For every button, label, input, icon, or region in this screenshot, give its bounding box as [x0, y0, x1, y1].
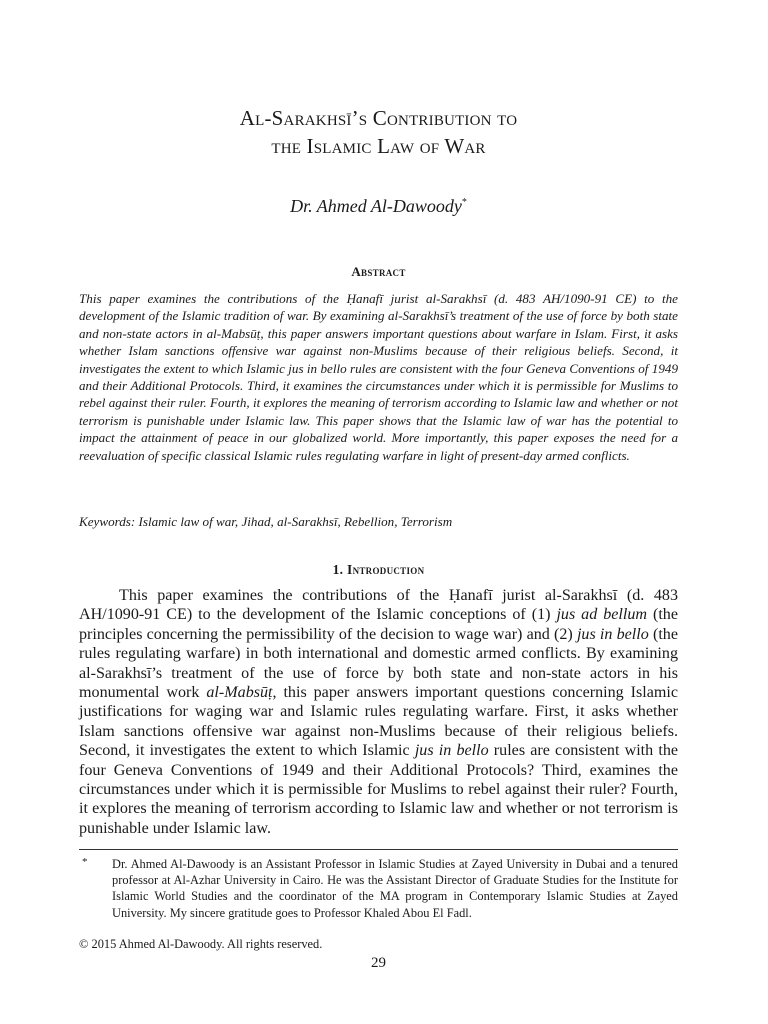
author-name-text: Dr. Ahmed Al-Dawoody	[290, 196, 462, 216]
author-name	[79, 196, 678, 217]
intro-text-1: This paper examines the contributions of the Ḥanafī jurist al-Sarakhsī (d. 483 AH/1090-91 CE) to the development of the Islamic conceptions of (1)	[79, 587, 678, 624]
intro-term-jus-in-bello-2: jus in bello	[414, 742, 489, 760]
section-heading-introduction: 1. Introduction	[332, 562, 425, 577]
footnote-text: Dr. Ahmed Al-Dawoody is an Assistant Professor in Islamic Studies at Zayed University in Dubai and a tenured professor at Al-Azhar University in Cairo. He was the Assistant Director of Graduate Studies for the Institute for Islamic World Studies and the coordinator of the MA program in Contemporary Islamic Studies at Zayed University. My sincere gratitude goes to Professor Khaled Abou El Fadl.	[112, 857, 678, 920]
footnote	[79, 856, 678, 921]
abstract-heading: Abstract	[351, 264, 406, 279]
author-footnote-mark: *	[461, 197, 467, 208]
keywords: Keywords: Islamic law of war, Jihad, al-Sarakhsī, Rebellion, Terrorism	[79, 514, 453, 529]
intro-text-3: (the rules regulating warfare) in both international and domestic armed conflicts. By examining al-Sarakhsī’s treatment of the use of force by both state and non-state actors in his monumental work	[79, 625, 678, 702]
abstract-text: This paper examines the contributions of the Ḥanafī jurist al-Sarakhsī (d. 483 AH/1090-91 CE) to the development of the Islamic tradition of war. By examining al-Sarakhsī’s treatment of the use of force by both state and non-state actors in al-Mabsūṭ, this paper answers important questions about warfare in Islam. First, it asks whether Islam sanctions offensive war against non-Muslims because of their religious beliefs. Second, it investigates the extent to which Islamic jus in bello rules are consistent with the four Geneva Conventions of 1949 and their Additional Protocols. Third, it examines the circumstances under which it is permissible for Muslims to rebel against their ruler. Fourth, it explores the meaning of terrorism according to Islamic law and whether or not terrorism is punishable under Islamic law. This paper shows that the Islamic law of war has the potential to impact the attainment of peace in our globalized world. More importantly, this paper exposes the need for a reevaluation of specific classical Islamic rules regulating warfare in light of present-day armed conflicts.	[79, 291, 678, 463]
title-line-2: the Islamic Law of War	[271, 134, 486, 158]
copyright-notice: © 2015 Ahmed Al-Dawoody. All rights reserved.	[79, 937, 323, 951]
introduction-paragraph	[79, 586, 678, 838]
title-line-1: Al-Sarakhsī’s Contribution to	[239, 106, 518, 130]
intro-term-jus-ad-bellum: jus ad bellum	[556, 606, 648, 624]
intro-term-al-mabsut: al-Mabsūṭ	[206, 684, 273, 702]
footnote-divider	[79, 849, 678, 850]
intro-text-2: (the principles concerning the permissibility of the decision to wage war) and (2)	[79, 606, 678, 643]
paper-title	[79, 104, 678, 160]
intro-term-jus-in-bello: jus in bello	[576, 625, 649, 643]
intro-text-5: rules are consistent with the four Geneva Conventions of 1949 and their Additional Protocols? Third, examines the circumstances under which it is permissible for Muslims to rebel against their ruler? Fourth, it explores the meaning of terrorism according to Islamic law and whether or not terrorism is punishable under Islamic law.	[79, 742, 679, 837]
page-number: 29	[371, 955, 386, 971]
footnote-mark: *	[82, 856, 88, 868]
intro-text-4: , this paper answers important questions concerning Islamic justifications for waging war and Islamic rules regulating warfare. First, it asks whether Islam sanctions offensive war against non-Muslims because of their religious beliefs. Second, it investigates the extent to which Islamic	[79, 684, 679, 760]
